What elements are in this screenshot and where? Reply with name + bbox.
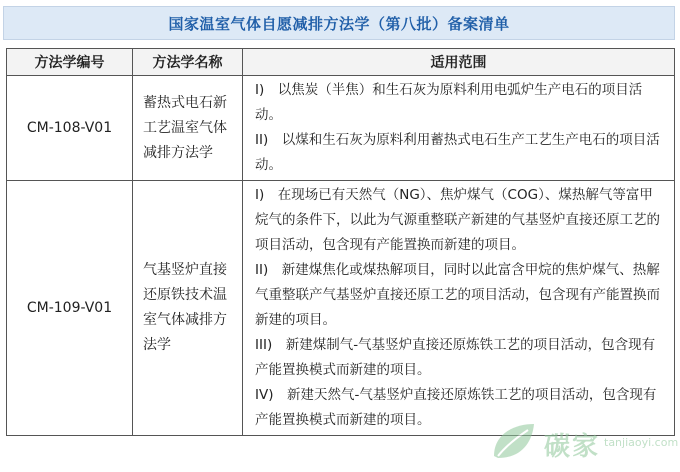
row-code: CM-108-V01 — [7, 76, 133, 181]
header-scope: 适用范围 — [243, 49, 675, 76]
watermark-en: tanjiaoyi.com — [604, 436, 679, 449]
scope-item: I) 在现场已有天然气（NG）、焦炉煤气（COG）、煤热解气等富甲烷气的条件下，以此为气源重整联产新建的气基竖炉直接还原工艺的项目活动，包含现有产能置换而新建的项目。 — [255, 187, 660, 253]
header-code: 方法学编号 — [7, 49, 133, 76]
watermark-cn: 碳家 — [544, 432, 601, 462]
header-name: 方法学名称 — [133, 49, 243, 76]
scope-item: II) 以煤和生石灰为原料利用蓄热式电石生产工艺生产电石的项目活动。 — [255, 132, 660, 173]
scope-item: III) 新建煤制气-气基竖炉直接还原炼铁工艺的项目活动，包含现有产能置换模式而新建的项目。 — [255, 337, 656, 378]
row-name: 蓄热式电石新工艺温室气体减排方法学 — [133, 76, 243, 181]
methodology-table — [6, 48, 675, 436]
table-header-row — [7, 49, 675, 76]
table-row — [7, 181, 675, 436]
row-code: CM-109-V01 — [7, 181, 133, 436]
row-scope — [243, 181, 675, 436]
scope-item: II) 新建煤焦化或煤热解项目，同时以此富含甲烷的焦炉煤气、热解气重整联产气基竖炉直接还原工艺的项目活动，包含现有产能置换而新建的项目。 — [255, 262, 660, 328]
scope-item: I) 以焦炭（半焦）和生石灰为原料利用电弧炉生产电石的项目活动。 — [255, 82, 643, 123]
row-name: 气基竖炉直接还原铁技术温室气体减排方法学 — [133, 181, 243, 436]
table-title-bar — [3, 6, 675, 40]
scope-item: IV) 新建天然气-气基竖炉直接还原炼铁工艺的项目活动，包含现有产能置换模式而新建的项目。 — [255, 387, 657, 428]
table-row — [7, 76, 675, 181]
row-scope — [243, 76, 675, 181]
page-title: 国家温室气体自愿减排方法学（第八批）备案清单 — [168, 14, 510, 33]
